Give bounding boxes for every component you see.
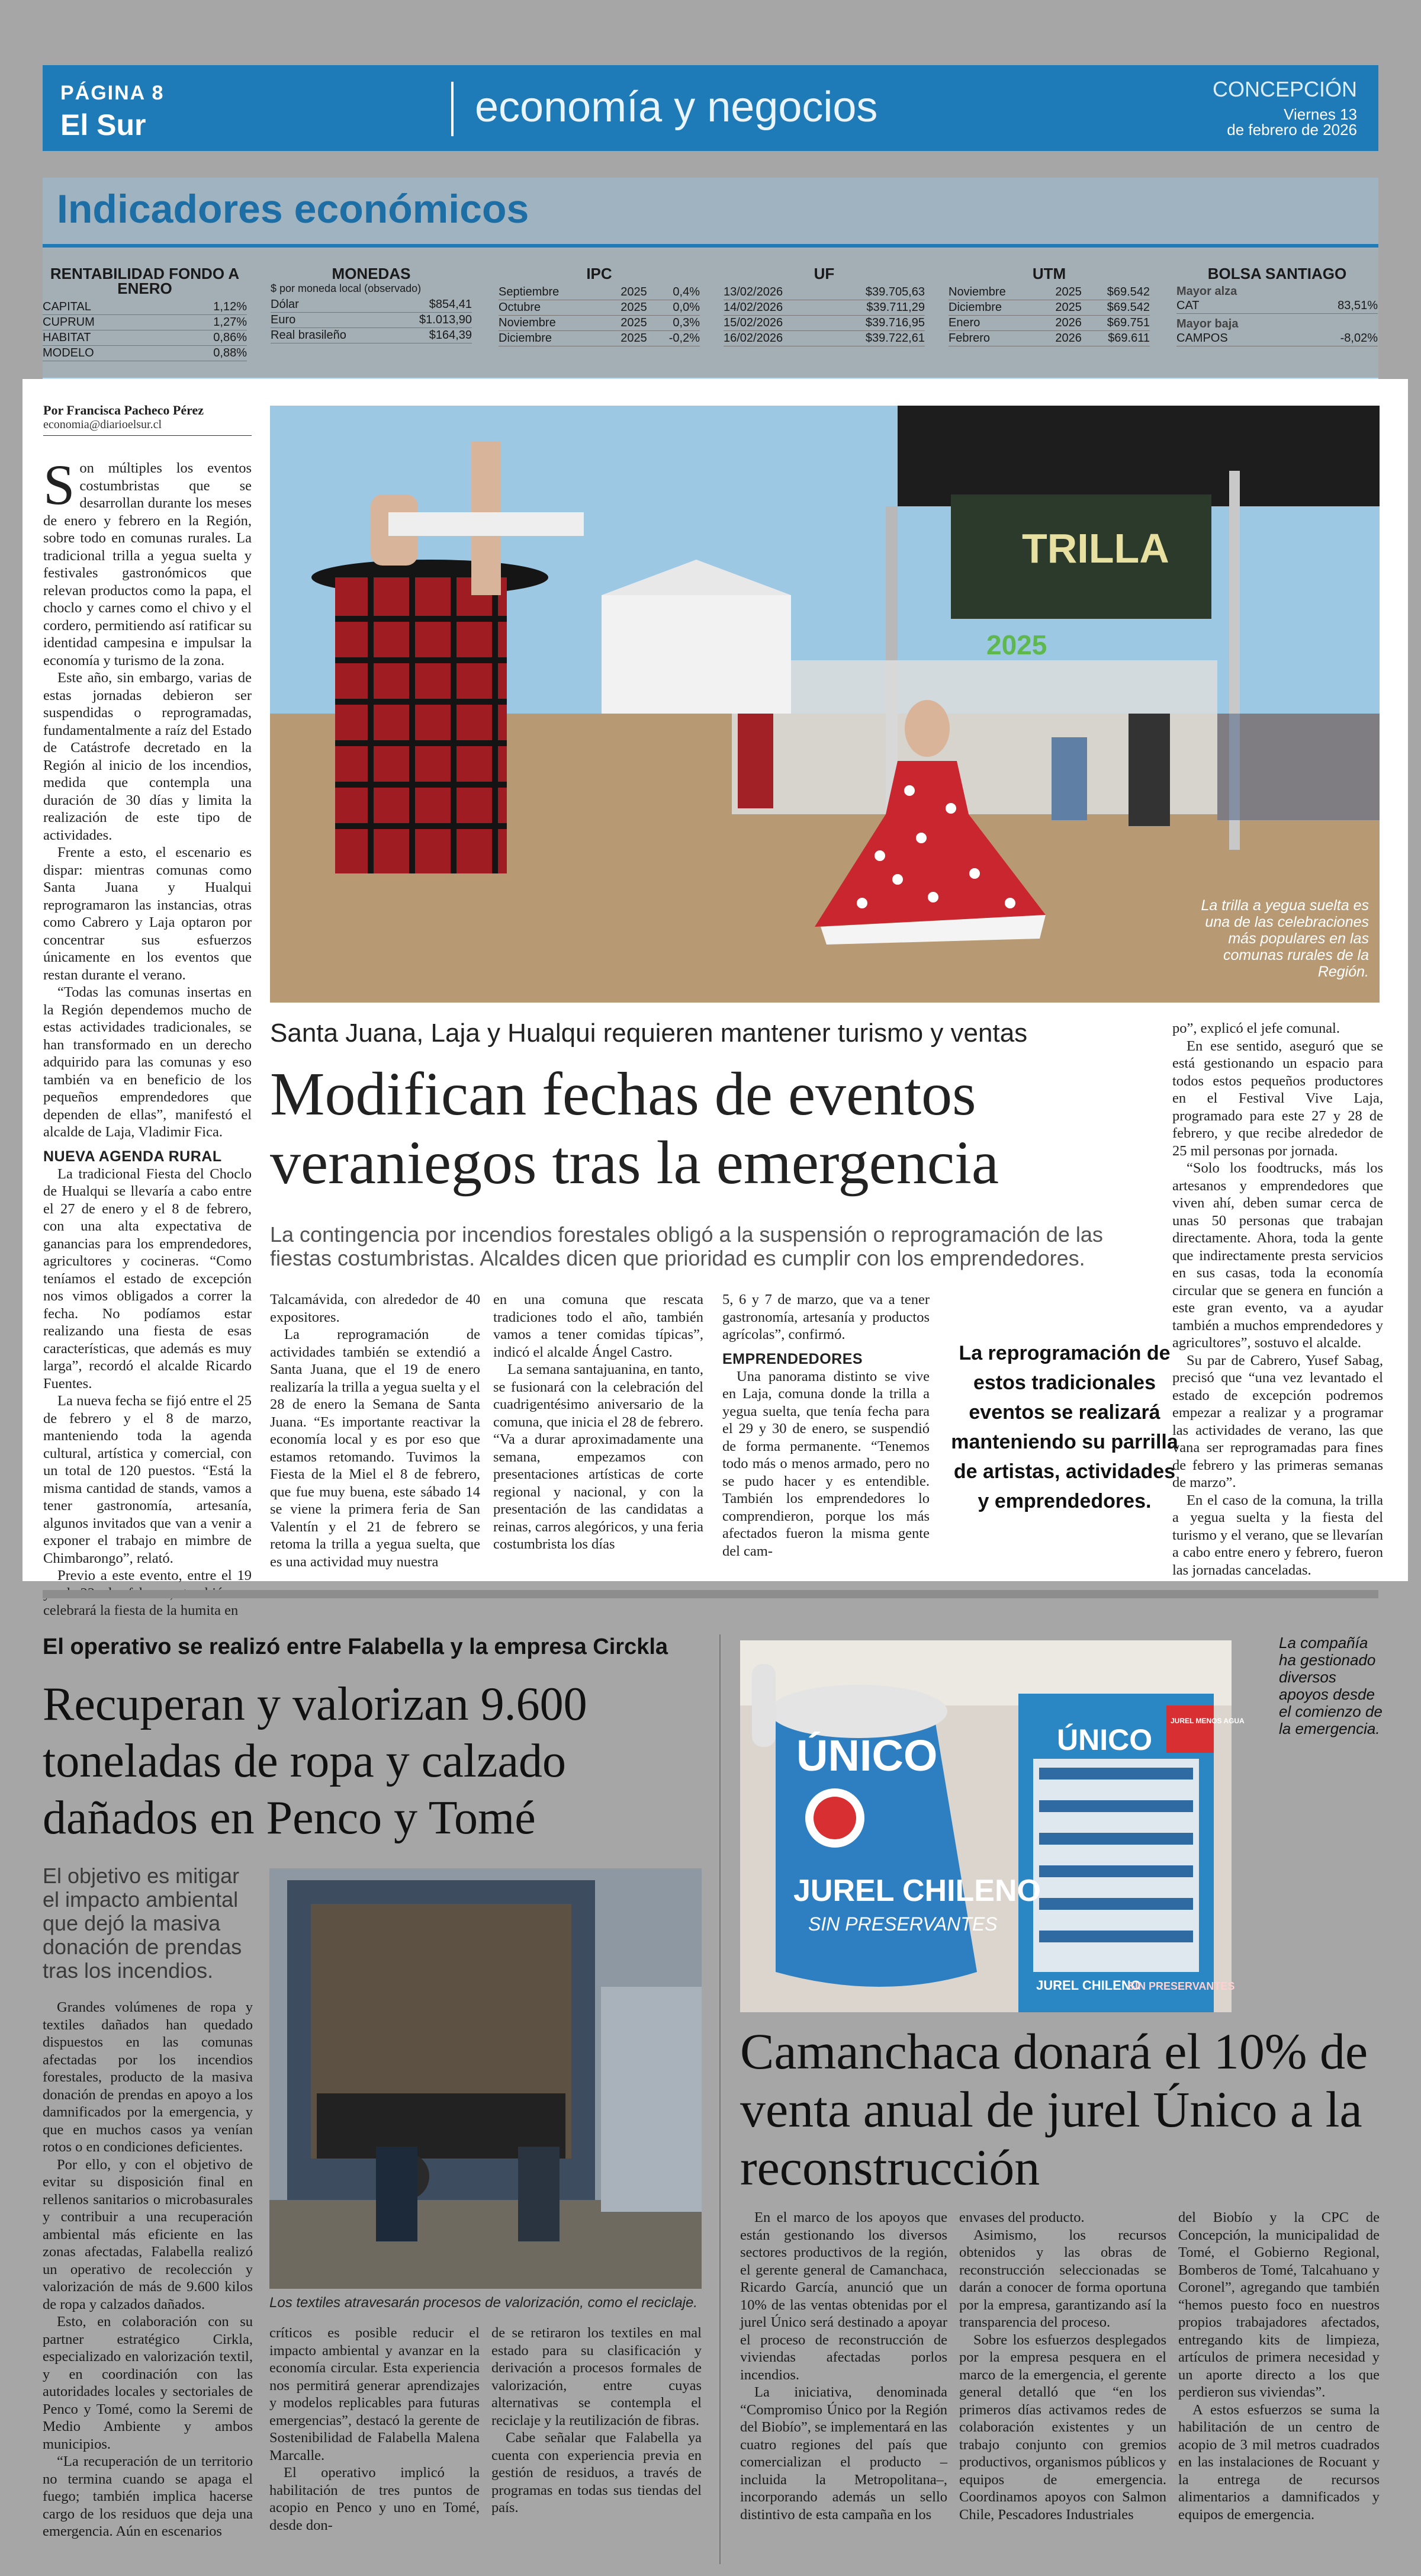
ipc-row xyxy=(499,316,700,331)
article3-body-col1: En el marco de los apoyos que están gestionando los diversos sectores productivos de la región, el gerente general de Camanchaca, Ricardo García, anunció que un 10% de las ventas obtenidas por el jurel Único será destinado a apoyar el proceso de reconstrucción de viviendas afectadas porlos incendios. La iniciativa, denominada “Compromiso Único por la Región del Biobío”, se implementará en las cuatro regiones del país que comercializan el producto –incluida la Metropolitana–, incorporando además un sello distintivo de esta campaña en los xyxy=(740,2209,947,2523)
city: CONCEPCIÓN xyxy=(1212,77,1357,101)
utm-cell: Enero xyxy=(949,316,1040,331)
article3-headline: Camanchaca donará el 10% de venta anual de jurel Único a la reconstrucción xyxy=(740,2023,1368,2196)
header-divider xyxy=(451,82,454,136)
article-body-col5: po”, explicó el jefe comunal. En ese sentido, aseguró que se está gestionando un espacio para todos estos pequeños productores en el Festival Vive Laja, programado para este 27 y 28 de febrero, y que recibe alrededor de 25 mil personas por jornada. “Solo los foodtrucks, más los artesanos y emprendedores que viven ahí, deben sumar cerca de unas 50 personas que trabajan directamente. Ahora, toda la gente que indirectamente presta servicios en sus casas, toda la economía circular que se genera en función a este gran evento, va a ayudar también a muchos emprendedores y agricultores”, sostuvo el alcalde. Su par de Cabrero, Yusef Sabag, precisó que “una vez levantado el estado de excepción podremos empezar a realizar y a programar las actividades de verano, las que vana ser reprogramadas para fines de febrero y las primeras semanas de marzo”. En el caso de la comuna, la trilla a yegua suelta y la fiesta del turismo y el verano, que se llevarían a cabo entre enero y febrero, fueron las jornadas canceladas. xyxy=(1172,1020,1383,1578)
monedas-row xyxy=(271,328,472,343)
utm-cell: $69.542 xyxy=(1082,285,1150,300)
article-headline: Modifican fechas de eventos veraniegos tras la emergencia xyxy=(270,1060,999,1197)
page-label: PÁGINA 8 xyxy=(60,82,165,104)
ipc-cell: 0,0% xyxy=(647,300,700,316)
article3-body-col3: del Biobío y la CPC de Concepción, la municipalidad de Tomé, el Gobierno Regional, Bomberos de Tomé, Talcahuano y Coronel”, agregando que también “hemos puesto foco en nuestros propios trabajadores afectados, entregando kits de limpieza, artículos de primera necesidad y un aporte directo a los que perdieron sus viviendas”. A estos esfuerzos se suma la habilitación de un centro de acopio de 3 mil metros cuadrados en las instalaciones de Rocuant y la entrega de recursos alimentarios a damnificados y equipos de emergencia. xyxy=(1178,2209,1380,2523)
section-title: economía y negocios xyxy=(475,83,878,131)
ipc-cell: 0,4% xyxy=(647,285,700,300)
monedas-cell: $1.013,90 xyxy=(389,313,472,328)
indicators-title: Indicadores económicos xyxy=(57,187,529,232)
utm-cell: $69.611 xyxy=(1082,331,1150,346)
uf-cell: $39.722,61 xyxy=(824,331,925,346)
monedas-cell: $164,39 xyxy=(389,328,472,343)
ipc-cell: 2025 xyxy=(602,300,647,316)
fridge-tag: SIN PRESERVANTES xyxy=(1128,1980,1235,1992)
article3-body-col2: envases del producto. Asimismo, los recursos obtenidos y las obras de reconstrucción seleccionadas se darán a conocer de forma oportuna por la empresa, garantizando así la transparencia del proceso. Sobre los esfuerzos desplegados por la empresa pesquera en el marco de la emergencia, el gerente general detalló que “en los primeros días activamos redes de colaboración existentes y un trabajo conjunto con gremios productivos, organismos públicos y equipos de emergencia. Coordinamos apoyos con Salmon Chile, Pescadores Industriales xyxy=(959,2209,1166,2523)
monedas-cell: Dólar xyxy=(271,297,389,313)
article2-deck: El objetivo es mitigar el impacto ambiental que dejó la masiva donación de prendas tras los incendios. xyxy=(43,1864,242,1983)
article2-body-col2: críticos es posible reducir el impacto ambiental y avanzar en la economía circular. Esta experiencia nos permitirá generar aprendizajes y modelos replicables para futuras emergencias”, destacó la gerente de Sostenibilidad de Falabella Malena Marcalle. El operativo implicó la habilitación de tres puntos de acopio en Penco y uno en Tomé, desde don- xyxy=(269,2325,480,2533)
utm-cell: 2026 xyxy=(1040,331,1082,346)
bolsa-major-cell: 83,51% xyxy=(1249,298,1378,314)
monedas-row xyxy=(271,313,472,328)
subhead: EMPRENDEDORES xyxy=(722,1350,863,1367)
mascot-tag: SIN PRESERVANTES xyxy=(808,1913,998,1935)
uf-table: UF 13/02/2026 $39.705,63 14/02/2026 $39.711,29 15/02/2026 $39.716,95 16/02/2026 $39.722,61 xyxy=(724,266,925,346)
fondo-row xyxy=(43,315,247,330)
uf-row xyxy=(724,331,925,346)
date: Viernes 13 de febrero de 2026 xyxy=(1227,105,1357,139)
utm-row xyxy=(949,316,1150,331)
ipc-cell: -0,2% xyxy=(647,331,700,346)
ipc-cell: Diciembre xyxy=(499,331,602,346)
fondo-row xyxy=(43,346,247,361)
ipc-cell: 2025 xyxy=(602,285,647,300)
truck-photo xyxy=(269,1868,702,2289)
article-kicker: Santa Juana, Laja y Hualqui requieren mantener turismo y ventas xyxy=(270,1019,1028,1048)
fondo-cell: CUPRUM xyxy=(43,315,167,330)
ipc-row xyxy=(499,331,700,346)
utm-row xyxy=(949,331,1150,346)
bolsa-major-row xyxy=(1176,298,1378,314)
ipc-cell: 2025 xyxy=(602,316,647,331)
article2-photo-caption: Los textiles atravesarán procesos de valorización, como el reciclaje. xyxy=(269,2295,698,2311)
fondo-row xyxy=(43,330,247,346)
utm-cell: 2026 xyxy=(1040,316,1082,331)
bolsa-minor-row xyxy=(1176,331,1378,346)
ipc-cell: Septiembre xyxy=(499,285,602,300)
fondo-cell: CAPITAL xyxy=(43,300,167,315)
stage-sign: TRILLA xyxy=(1022,525,1169,571)
ipc-cell: Octubre xyxy=(499,300,602,316)
festival-photo xyxy=(270,406,1380,1003)
uf-cell: 16/02/2026 xyxy=(724,331,824,346)
mascot-brand: ÚNICO xyxy=(796,1731,938,1780)
uf-cell: $39.716,95 xyxy=(824,316,925,331)
utm-cell: 2025 xyxy=(1040,300,1082,316)
monedas-table: MONEDAS $ por moneda local (observado) Dólar $854,41 Euro $1.013,90 Real brasileño $164,39 xyxy=(271,266,472,343)
fondo-cell: HABITAT xyxy=(43,330,167,346)
fridge-brand: ÚNICO xyxy=(1057,1723,1153,1756)
monedas-row xyxy=(271,297,472,313)
truck-illustration xyxy=(269,1868,702,2289)
utm-cell: $69.751 xyxy=(1082,316,1150,331)
fridge-badge: JUREL MENOS AGUA xyxy=(1171,1717,1245,1725)
bolsa-table: BOLSA SANTIAGO Mayor alza CAT 83,51% Mayor baja CAMPOS -8,02% xyxy=(1176,266,1378,346)
bolsa-minor-cell: -8,02% xyxy=(1293,331,1378,346)
utm-cell: 2025 xyxy=(1040,285,1082,300)
publication-name: El Sur xyxy=(60,108,146,142)
utm-cell: Diciembre xyxy=(949,300,1040,316)
monedas-cell: Real brasileño xyxy=(271,328,389,343)
bolsa-major-cell: CAT xyxy=(1176,298,1249,314)
fondo-cell: 1,27% xyxy=(167,315,247,330)
article2-body-col3: de se retiraron los textiles en mal estado para su clasificación y derivación a procesos formales de valorización, entre cuyas alternativas se contempla el reciclaje y la reutilización de fibras. Cabe señalar que Falabella ya cuenta con experiencia previa en gestión de residuos, a través de programas en todas sus tiendas del país. xyxy=(491,2325,702,2516)
camanchaca-photo xyxy=(740,1640,1245,2012)
ipc-cell: 0,3% xyxy=(647,316,700,331)
section-divider xyxy=(43,1590,1378,1598)
article-body-col2: Talcamávida, con alrededor de 40 expositores. La reprogramación de actividades también se extendió a Santa Juana, que el 19 de enero realizaría la trilla a yegua suelta y el 28 de enero la Semana de Santa Juana. “Es importante reactivar la economía local y es por eso que estamos retomando. Tuvimos la Fiesta de la Miel el 8 de febrero, que fue muy buena, este sábado 14 se viene la primera feria de San Valentín y el 21 de febrero se retoma la trilla a yegua suelta, que es una actividad muy nuestra xyxy=(270,1292,480,1570)
stage-year: 2025 xyxy=(986,629,1047,660)
camanchaca-illustration xyxy=(740,1640,1245,2012)
article2-kicker: El operativo se realizó entre Falabella y la empresa Circkla xyxy=(43,1634,668,1659)
fondo-table: RENTABILIDAD FONDO A ENERO CAPITAL 1,12% CUPRUM 1,27% HABITAT 0,86% MODELO 0,88% xyxy=(43,266,247,361)
fridge-label: JUREL CHILENO xyxy=(1036,1978,1141,1993)
economic-indicators xyxy=(43,178,1378,388)
dropcap: S xyxy=(43,453,75,516)
uf-row xyxy=(724,316,925,331)
utm-cell: Febrero xyxy=(949,331,1040,346)
fondo-row xyxy=(43,300,247,315)
main-article xyxy=(22,379,1408,1618)
monedas-cell: Euro xyxy=(271,313,389,328)
uf-cell: $39.705,63 xyxy=(824,285,925,300)
utm-cell: Noviembre xyxy=(949,285,1040,300)
article2-body-col1: Grandes volúmenes de ropa y textiles dañados han quedado dispuestos en las comunas afectadas por los incendios forestales, producto de la masiva donación de prendas en apoyo a los damnificados por la emergencia, y que en muchos casos ya venían rotos o en condiciones deficientes. Por ello, y con el objetivo de evitar su disposición final en rellenos sanitarios o microbasurales y contribuir a una recuperación ambiental más eficiente en las zonas afectadas, Falabella realizó un operativo de recolección y valorización de más de 9.600 kilos de ropa y calzados dañados. Esto, en colaboración con su partner estratégico Cirkla, especializado en valorización textil, y en coordinación con las autoridades locales y sectoriales de Penco y Tomé, como la Seremi de Medio Ambiente y ambos municipios. “La recuperación de un territorio no termina cuando se apaga el fuego; también implica hacerse cargo de los residuos que deja una emergencia. Aún en escenarios xyxy=(43,1999,253,2539)
mascot-label: JUREL CHILENO xyxy=(793,1874,1041,1908)
monedas-cell: $854,41 xyxy=(389,297,472,313)
column-divider xyxy=(719,1634,721,2564)
uf-row xyxy=(724,285,925,300)
ipc-row xyxy=(499,285,700,300)
fondo-cell: 1,12% xyxy=(167,300,247,315)
article-body-col4: 5, 6 y 7 de marzo, que va a tener gastronomía, artesanía y productos agrícolas”, confirmó. EMPRENDEDORES Una panorama distinto se vive en Laja, comuna donde la trilla a yegua suelta, que tenía fecha para el 29 y 30 de enero, se suspendió de forma permanente. “Tenemos todo más o menos armado, pero no se pudo hacer y es entendible. También los emprendedores lo comprendieron, porque los más afectados fueron la misma gente del cam- xyxy=(722,1292,930,1559)
article-body-col3: en una comuna que rescata tradiciones todo el año, también vamos a tener comidas típicas”, indicó el alcalde Ángel Castro. La semana santajuanina, en tanto, se fusionará con la celebración del cuadrigentésimo aniversario de la comuna, que inicia el 28 de febrero. “Va a durar aproximadamente una semana, empezamos con presentaciones artísticas de corte regional y nacional, y con la presentación de las candidatas a reinas, carros alegóricos, y una feria costumbrista los días xyxy=(493,1292,703,1552)
article2-headline: Recuperan y valorizan 9.600 toneladas de ropa y calzado dañados en Penco y Tomé xyxy=(43,1678,587,1844)
utm-row xyxy=(949,300,1150,316)
uf-cell: $39.711,29 xyxy=(824,300,925,316)
ipc-cell: Noviembre xyxy=(499,316,602,331)
uf-cell: 13/02/2026 xyxy=(724,285,824,300)
uf-row xyxy=(724,300,925,316)
photo-caption: La trilla a yegua suelta es una de las celebraciones más populares en las comunas rurales de la Región. xyxy=(1201,897,1369,980)
ipc-row xyxy=(499,300,700,316)
fondo-cell: 0,86% xyxy=(167,330,247,346)
uf-cell: 15/02/2026 xyxy=(724,316,824,331)
byline: Por Francisca Pacheco Pérez economia@diarioelsur.cl Son múltiples los eventos costumbristas que se desarrollan durante los meses de enero y febrero en la Región, sobre todo en comunas rurales. La tradicional trilla a yegua suelta y festivales gastronómicos que relevan productos como la papa, el choclo y carnes como el chivo y el cordero, permitiendo así ratificar su identidad campesina e impulsar la economía y turismo de la zona. Este año, sin embargo, varias de estas jornadas debieron ser suspendidas o reprogramadas, fundamentalmente a raíz del Estado de Catástrofe decretado en la Región al inicio de los incendios, medida que contempla una duración de 30 días y limita la realización de este tipo de actividades. Frente a esto, el escenario es dispar: mientras comunas como Santa Juana y Hualqui reprogramaron las instancias, otras como Cabrero y Laja optaron por concentrar sus esfuerzos únicamente en los eventos que restan durante el verano. “Todas las comunas insertas en la Región dependemos mucho de estas actividades tradicionales, se han transformado en un derecho adquirido para las comunas y eso también va en beneficio de los pequeños emprendedores que dependen de ellas”, manifestó el alcalde de Laja, Vladimir Fica. NUEVA AGENDA RURAL La tradicional Fiesta del Choclo de Hualqui se llevaría a cabo entre el 27 de enero y el 8 de febrero, con una alta expectativa de ganancias para los emprendedores, agricultores y cocineras. “Como teníamos el estado de excepción nos vimos obligados a correr la fecha. No podíamos estar realizando una fiesta de esas características, que además es muy larga”, recordó el alcalde Ricardo Fuentes. La nueva fecha se fijó entre el 25 de febrero y el 8 de marzo, manteniendo toda la agenda cultural, artística y comercial, con un total de 120 puestos. “Está la misma cantidad de stands, vamos a tener gastronomía, artesanía, algunos invitados que van a venir a exponer el trabajo en mimbre de Chimbarongo”, relató. Previo a este evento, entre el 19 celebrará la fiesta de la humita en xyxy=(43,403,252,1618)
ipc-cell: 2025 xyxy=(602,331,647,346)
utm-row xyxy=(949,285,1150,300)
article-deck: La contingencia por incendios forestales obligó a la suspensión o reprogramación de las fiestas costumbristas. Alcaldes dicen que prioridad es cumplir con los emprendedores. xyxy=(270,1222,1103,1270)
fondo-cell: MODELO xyxy=(43,346,167,361)
uf-cell: 14/02/2026 xyxy=(724,300,824,316)
page-header xyxy=(43,65,1378,151)
utm-table: UTM Noviembre 2025 $69.542 Diciembre 2025 $69.542 Enero 2026 $69.751 Febrero 2026 $69.611 xyxy=(949,266,1150,346)
ipc-table: IPC Septiembre 2025 0,4% Octubre 2025 0,0% Noviembre 2025 0,3% Diciembre 2025 -0,2% xyxy=(499,266,700,346)
article-body-col1: Son múltiples los eventos costumbristas que se desarrollan durante los meses de enero y febrero en la Región, sobre todo en comunas rurales. La tradicional trilla a yegua suelta y festivales gastronómicos que relevan productos como la papa, el choclo y carnes como el chivo y el cordero, permitiendo así ratificar su identidad campesina e impulsar la economía y turismo de la zona. Este año, sin embargo, varias de estas jornadas debieron ser suspendidas o reprogramadas, fundamentalmente a raíz del Estado de Catástrofe decretado en la Región al inicio de los incendios, medida que contempla una duración de 30 días y limita la realización de este tipo de actividades. Frente a esto, el escenario es dispar: mientras comunas como Santa Juana y Hualqui reprogramaron las instancias, otras como Cabrero y Laja optaron por concentrar sus esfuerzos únicamente en los eventos que restan durante el verano. “Todas las comunas insertas en la Región dependemos mucho de estas actividades tradicionales, se han transformado en un derecho adquirido para las comunas y eso también va en beneficio de los pequeños emprendedores que dependen de ellas”, manifestó el alcalde de Laja, Vladimir Fica. NUEVA AGENDA RURAL La tradicional Fiesta del Choclo de Hualqui se llevaría a cabo entre el 27 de enero y el 8 de febrero, con una alta expectativa de ganancias para los emprendedores, agricultores y cocineras. “Como teníamos el estado de excepción nos vimos obligados a correr la fecha. No podíamos estar realizando una fiesta de esas características, que además es muy larga”, recordó el alcalde Ricardo Fuentes. La nueva fecha se fijó entre el 25 de febrero y el 8 de marzo, manteniendo toda la agenda cultural, artística y comercial, con un total de 120 puestos. “Está la misma cantidad de stands, vamos a tener gastronomía, artesanía, algunos invitados que van a venir a exponer el trabajo en mimbre de Chimbarongo”, relató. Previo a este evento, entre el 19 celebrará la fiesta de la humita en xyxy=(43,453,252,1618)
article3-photo-caption: La compañía ha gestionado diversos apoyos desde el comienzo de la emergencia. xyxy=(1279,1634,1383,1737)
subhead: NUEVA AGENDA RURAL xyxy=(43,1148,222,1165)
bolsa-minor-cell: CAMPOS xyxy=(1176,331,1293,346)
indicators-rule xyxy=(43,244,1378,248)
utm-cell: $69.542 xyxy=(1082,300,1150,316)
fondo-cell: 0,88% xyxy=(167,346,247,361)
pull-quote: La reprogramación de estos tradicionales eventos se realizará manteniendo su parrilla de artistas, actividades y emprendedores. xyxy=(951,1342,1178,1512)
